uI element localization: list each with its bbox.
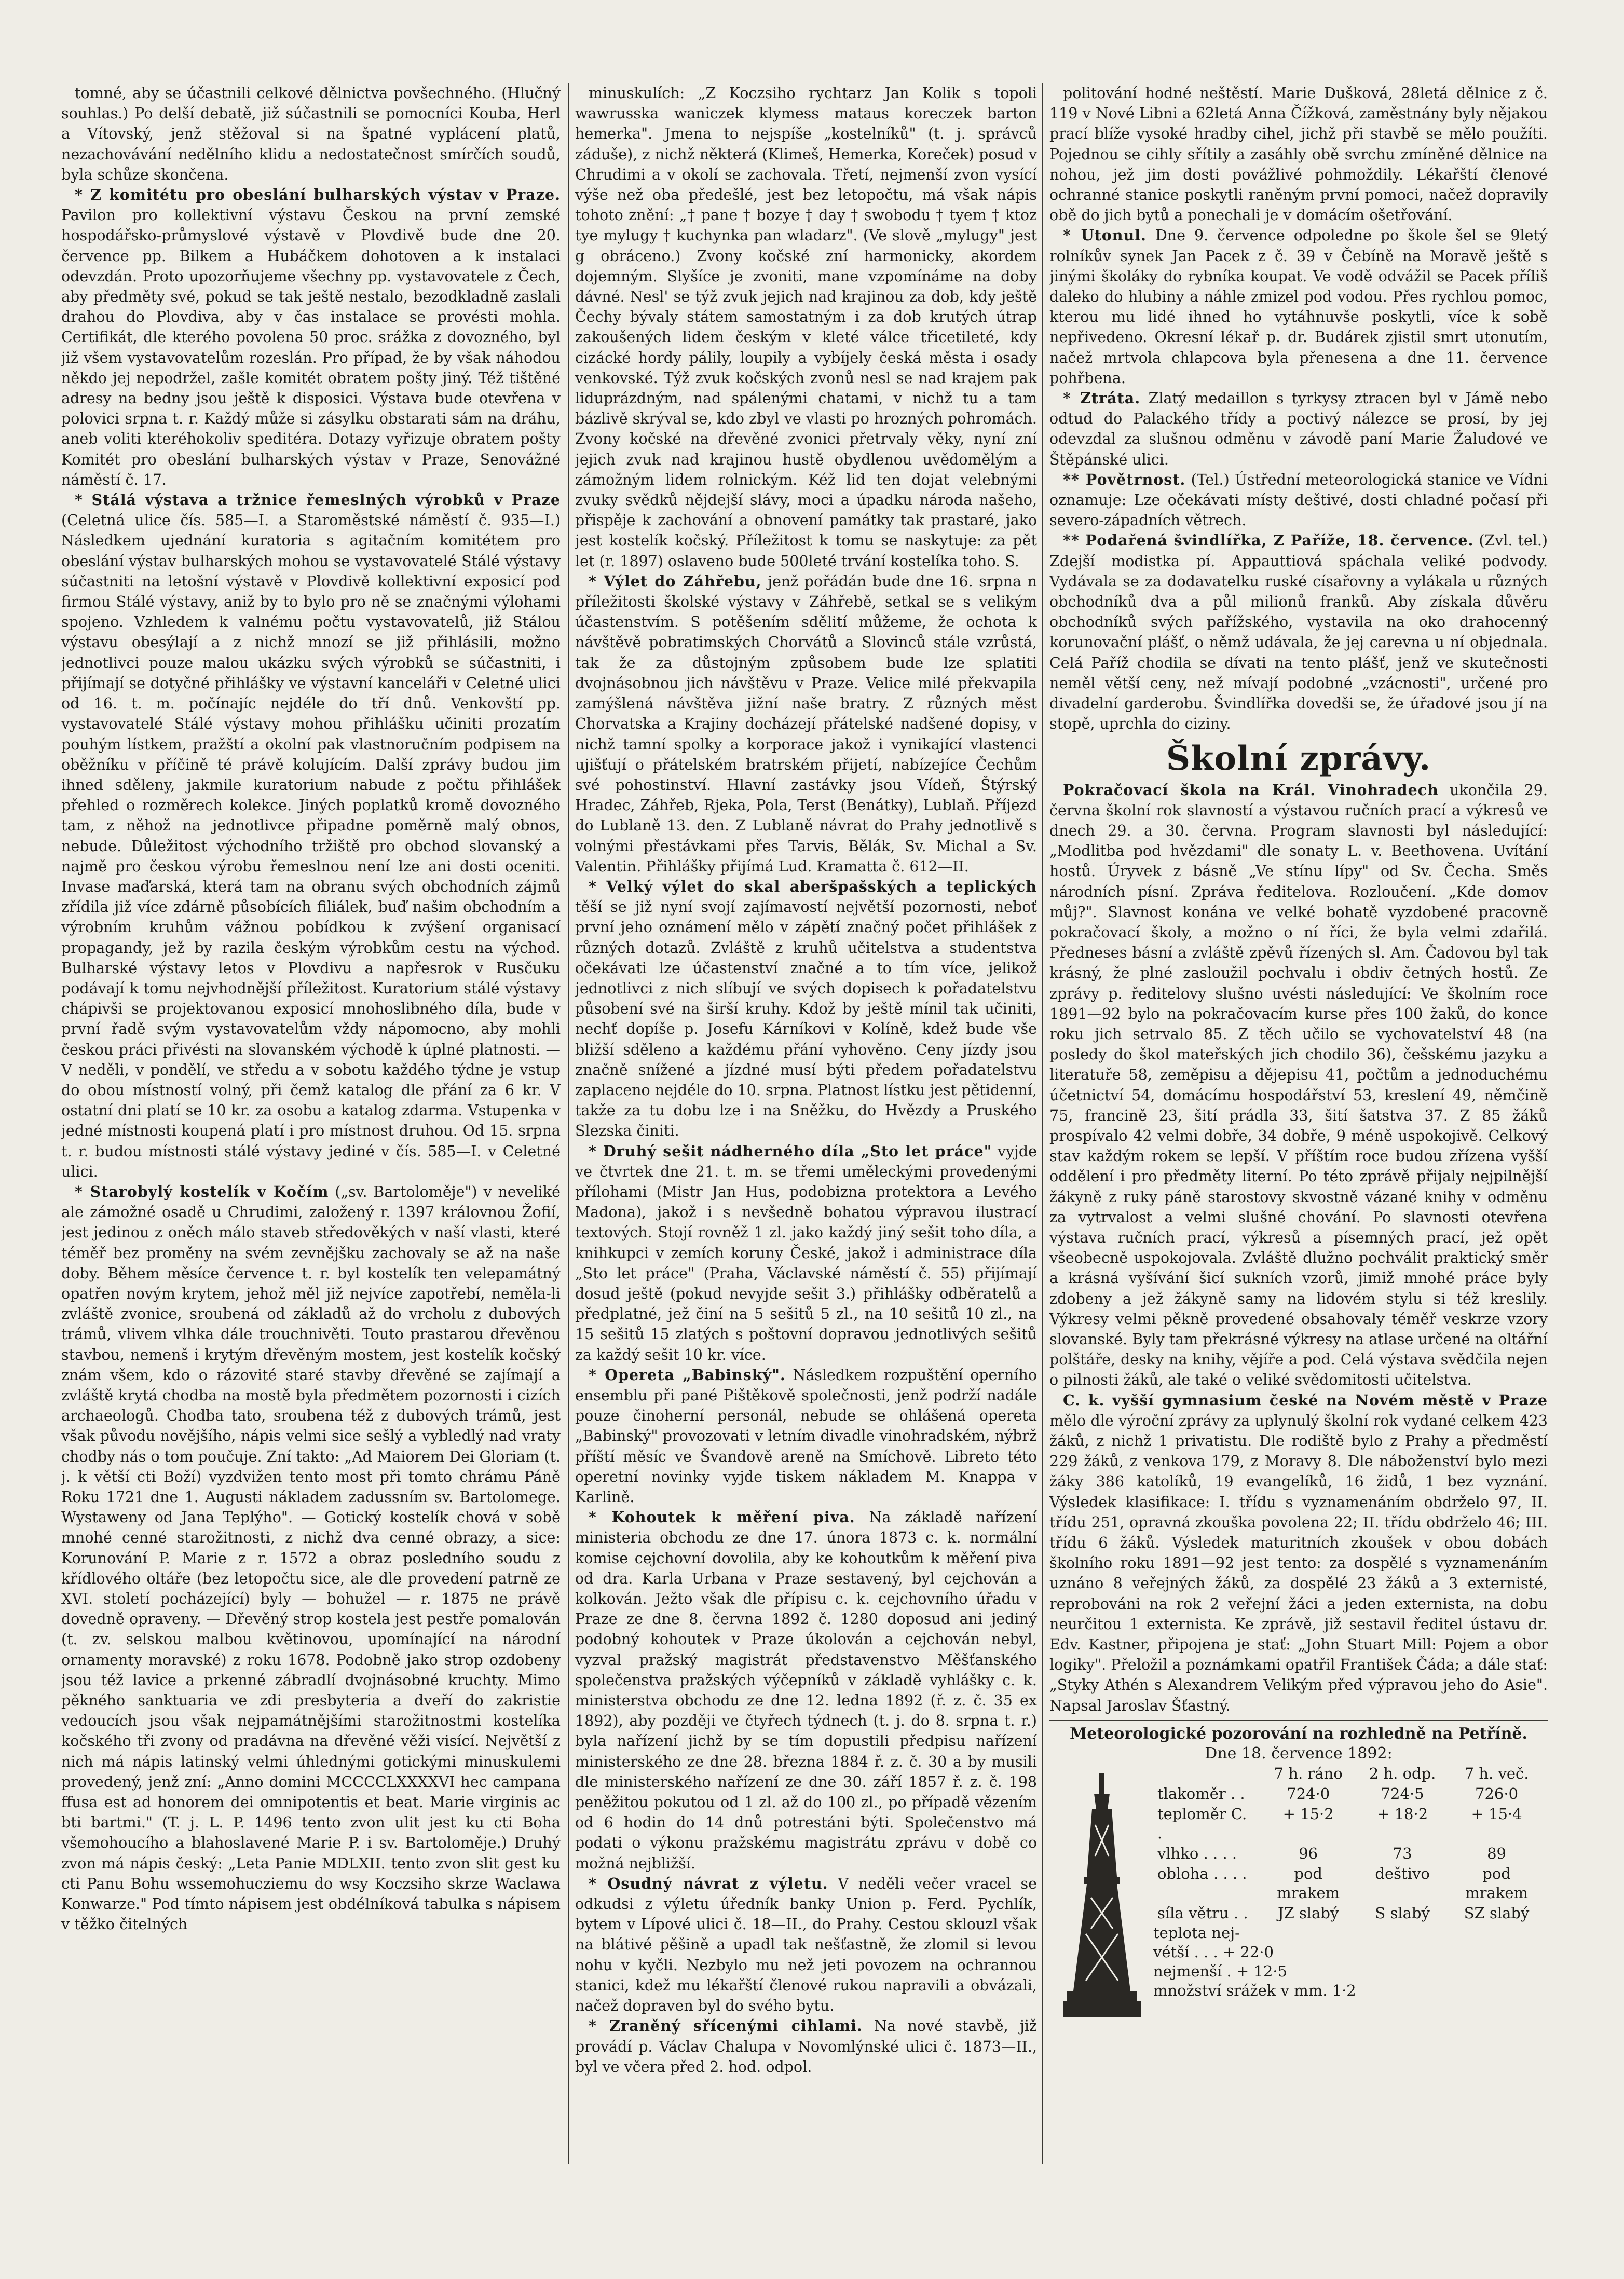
weather-header-cell: 2 h. odp.	[1369, 1764, 1436, 1782]
weather-header-cell: 7 h. ráno	[1274, 1764, 1343, 1782]
column-3	[1049, 83, 1548, 2175]
weather-extra-line: vétší . . . + 22·0	[1153, 1943, 1274, 1961]
article-headline: * Osudný návrat z výletu.	[589, 1874, 828, 1892]
weather-row	[1153, 1903, 1548, 1923]
article-paragraph	[575, 2016, 1037, 2077]
article-headline: * Výlet do Záhřebu,	[589, 572, 762, 590]
article-text: těší se již nyní svojí zajímavostí největší pozornosti, neboť první jeho oznámení mělo v zápětí značný počet přihlášek z různých dotazů. Zvláště z kruhů učitelstva a studentstva očekávati lze účastenství značné a to tím více, jelikož jednotlivci z nich slíbují ve svých dopisech k pořadatelstvu působení své na širší kruhy. Kdož by ještě mínil tak učiniti, nechť dopíše p. Josefu Kárníkovi v Kolíně, kdež bude vše bližší sděleno a každému přání vyhověno. Ceny jízdy jsou značně snížené a jízdné musí býti předem pořadatelstvu zaplaceno nejdéle do 10. srpna. Platnost lístku jest pětidenní, takže za tu dobu lze i na Sněžku, do Hvězdy a Pruského Slezska činiti.	[575, 898, 1037, 1140]
weather-cell: síla větru . .	[1157, 1904, 1248, 1922]
weather-cell: 724·0	[1287, 1784, 1330, 1803]
article-text: Následkem rozpuštění operního ensemblu při pané Pištěkově společnosti, jenž podrží nadále pouze činoherní personál, nebude se ohlášená opereta „Babinský" provozovati v letním divadle vinohradském, nýbrž příští měsíc ve Švandově areně na Smíchově. Libreto této operetní novinky vyjde tiskem nákladem M. Knappa v Karlině.	[575, 1366, 1037, 1506]
weather-cell: + 15·4	[1471, 1805, 1522, 1823]
article-headline: Pokračovací škola na Král. Vinohradech	[1063, 781, 1439, 799]
weather-cell: 73	[1393, 1844, 1412, 1862]
article-paragraph	[1049, 470, 1548, 531]
weather-row	[1153, 1804, 1548, 1844]
article-headline: * Opereta „Babinský".	[589, 1366, 786, 1384]
column-2	[575, 83, 1037, 2175]
article-text: V neděli večer vracel se odkudsi z výletu úředník banky Union p. Ferd. Pychlík, bytem v Lípové ulici č. 18—II., do Prahy. Cestou sklouzl však na blátivé pěšině a upadl tak nešťastně, že zlomil si levou nohu v kyčli. Nezbylo mu než jeti povozem na ochrannou stanici, kdež mu lékařští členové rukou napravili a obvázali, načež dopraven byl do svého bytu.	[575, 1875, 1037, 2015]
section-title: Školní zprávy.	[1166, 739, 1431, 778]
weather-row	[1153, 1864, 1548, 1903]
article-paragraph	[575, 571, 1037, 877]
article-paragraph	[575, 1874, 1037, 2016]
weather-cell: tlakoměr . .	[1157, 1784, 1245, 1803]
article-headline: * Kohoutek k měření piva.	[589, 1508, 855, 1526]
weather-cell: vlhko . . . .	[1157, 1844, 1237, 1862]
weather-table	[1153, 1764, 1548, 1923]
article-paragraph	[1049, 1390, 1548, 1716]
petrin-tower-icon	[1063, 1773, 1141, 2017]
article-headline: * Stálá výstava a tržnice řemeslných výrobků v Praze	[75, 491, 561, 509]
weather-cell: pod mrakem	[1465, 1864, 1528, 1902]
article-paragraph	[1049, 530, 1548, 734]
weather-cell: pod mrakem	[1277, 1864, 1340, 1902]
article-text: (Tel.) Ústřední meteorologická stanice ve Vídni oznamuje: Lze očekávati místy deštivé, dosti chladné počasí při severo-západních větrech.	[1049, 471, 1548, 529]
article-text: Zlatý medaillon s tyrkysy ztracen byl v Jámě nebo odtud do Palackého třídy a poctivý nálezce se prosí, by jej odevzdal za slušnou odměnu v závodě paní Marie Žaludové ve Štěpánské ulici.	[1049, 390, 1548, 468]
article-headline: * Ztráta.	[1063, 389, 1141, 407]
weather-cell: 724·5	[1381, 1784, 1424, 1803]
weather-cell: teploměr C. .	[1157, 1805, 1247, 1842]
article-paragraph	[61, 1182, 561, 1935]
article-text: Na nové stavbě, již provádí p. Václav Chalupa v Novomlýnské ulici č. 1873—II., byl ve včera před 2. hod. odpol.	[575, 2017, 1037, 2076]
article-headline: * Druhý sešit nádherného díla „Sto let práce"	[589, 1142, 992, 1160]
article-headline: C. k. vyšší gymnasium české na Novém městě v Praze	[1063, 1391, 1548, 1409]
article-paragraph	[575, 1507, 1037, 1874]
article-headline: ** Podařená švindlířka, Z Paříže, 18. července.	[1063, 531, 1474, 550]
article-paragraph	[1049, 388, 1548, 470]
article-text: tomné, aby se účastnili celkové dělnictva povšechného. (Hlučný souhlas.) Po delší debatě, již súčastnili se pomocníci Kouba, Herl a Vítovský, jenž stěžoval si na špatné vyplácení platů, nezachovávání nedělního klidu a nedostatečnost smírčích soudů, byla schůze skončena.	[61, 85, 561, 183]
article-paragraph	[1049, 225, 1548, 388]
article-text: („sv. Bartoloměje") v neveliké ale zámožné osadě u Chrudimi, založený r. 1397 královnou Žofií, jest jedinou z oněch málo staveb středověkých v naší vlasti, které téměř bez proměny na svém zevnějšku zachovaly se až na naše doby. Během měsíce července t. r. byl kostelík ten velepamátný opatřen novým krytem, jehož měl již nejvíce zapotřebí, neměla-li zvláště zvonice, sroubená od základů až do vrcholu z dubových trámů, vlivem vlhka dále trouchnivěti. Touto prastarou dřevěnou stavbou, nemenš i krytým dřevěným mostem, jest kostelík kočský znám všem, kdo o rázovité staré stavby dřevěné se zajímají a zvláště krytá chodba na mostě byla předmětem pozornosti i cizích archaeologů. Chodba tato, sroubena též z dubových trámů, jest však původu novějšího, nápis velmi sice sešlý a vybledlý nad vraty chodby nás o tom poučuje. Zní takto: „Ad Maiorem Dei Gloriam (t. j. k větší cti Boží) vyzdvižen tento most při tomto chrámu Páně Roku 1721 dne 1. Augusti nákladem zadussním sv. Bartolomege. Wystaweny od Jana Teplýho". — Gotický kostelík chová v sobě mnohé cenné starožitnosti, z nichž dva cenné obrazy, a sice: Korunování P. Marie z r. 1572 a obraz posledního soudu z křídlového oltáře (bez letopočtu sice, ale dle provedení patrně ze XVI. století pocházející) byly — bohužel — r. 1875 ne právě dovedně opraveny. — Dřevěný strop kostela jest pestře pomalován (t. zv. selskou malbou květinovou, upomínající na národní ornamenty moravské) z roku 1678. Podobně jako strop ozdobeny jsou též lavice a prkenné zábradlí dvojnásobné kruchty. Mimo pěkného sanktuaria ve zdi presbyteria a dveří do zakristie vedoucích jsou však nejpamátnějšími starožitnostmi kostelíka kočského tři zvony od pradávna na dřevěné věži visící. Největší z nich má nápis latinský velmi úhlednými gotickými minuskulemi provedený, jenž zní: „Anno domini MCCCCLXXXXVI hec campana ffusa est ad honorem dei omnipotentis et beat. Marie virginis ac bti bartmi." (T. j. L. P. 1496 tento zvon ulit jest ku cti Boha všemohoucího a blahoslavené Marie P. i sv. Bartoloměje.) Druhý zvon má nápis český: „Leta Panie MDLXII. tento zvon slit gest ku cti Panu Bohu wssemohucziemu do wsy Koczsiho skrze Waclawa Konwarze." Pod tímto nápisem jest obdélníková tabulka s nápisem v těžko čitelných	[61, 1183, 561, 1933]
weather-cell: 726·0	[1475, 1784, 1519, 1803]
news-items	[1049, 83, 1548, 734]
article-headline: * Z komitétu pro obeslání bulharských výstav v Praze.	[75, 186, 561, 204]
article-text: Na základě nařízení ministeria obchodu ze dne 17. února 1873 c. k. normální komise cejchovní dovolila, aby ke kohoutkům k měření piva od dra. Karla Urbana v Praze sestavený, byl cejchován a kolkován. Ježto však dle přípisu c. k. cejchovního úřadu v Praze ze dne 8. června 1892 č. 1280 doposud ani jediný podobný kohoutek v Praze úkolován a cejchován nebyl, vyzval pražský magistrát představenstvo Měšťanského společenstva pražských výčepníků v základě vyhlášky c. k. ministerstva obchodu ze dne 12. ledna 1892 (ř. z. č. 35 ex 1892), aby později ve čtyřech týdnech (t. j. do 8. srpna t. r.) byla nařízení jichž by se tím dopustili předpisu nařízení ministerského ze dne 28. března 1884 ř. z. č. 30 a by musili dle ministerského nařízení ze dne 30. září 1857 ř. z. č. 198 peněžitou pokutou od 1 zl. až do 100 zl., po případě vězením od 6 hodin do 14 dnů potrestáni býti. Společenstvo má podati o výkonu pražskému magistrátu zprávu v době co možná nejbližší.	[575, 1509, 1037, 1872]
article-text: mělo dle výroční zprávy za uplynulý školní rok vydané celkem 423 žáků, z nichž 1 privatistu. Dle rodiště bylo z Prahy a předměstí 229 žáků, z venkova 179, z Moravy 8. Dle náboženství bylo mezi žáky 386 katolíků, 19 evangelíků, 16 židů, 1 bez vyznání. Výsledek klasifikace: I. třídu s vyznamenáním obdrželo 97, II. třídu 251, opravná zkouška povolena 22; II. třídu obdrželo 46; III. třídu 6 žáků. Výsledek maturitních zkoušek v obou dobách školního roku 1891—92 jest tento: za dospělé s vyznamenáním uznáno 8 veřejných žáků, za dospělé 23 žáků a 3 externisté, reprobováni na rok 2 veřejní žáci a jeden externista, na dobu neurčitou 1 externista. Ke zprávě, již sestavil ředitel ústavu dr. Edv. Kastner, připojena je stať: „John Stuart Mill: Pojem a obor logiky". Přeložil a poznámkami opatřil František Čáda; a dále stať: „Styky Athén s Alexandrem Velikým před výpravou jeho do Asie". Napsal Jaroslav Šťastný.	[1049, 1412, 1548, 1714]
article-paragraph	[61, 83, 561, 185]
article-paragraph	[575, 83, 1037, 571]
weather-cell: deštivo	[1375, 1864, 1430, 1882]
article-paragraph	[575, 1141, 1037, 1365]
column-rule	[1042, 83, 1043, 2164]
weather-title: Meteorologické pozorování na rozhledně na Petříně.	[1070, 1724, 1527, 1743]
weather-box	[1049, 1720, 1548, 2000]
article-text: vyjde ve čtvrtek dne 21. t. m. se třemi uměleckými provedenými přílohami (Mistr Jan Hus, podobizna protektora a Levého Madona), jakož i s nevšedně bohatou výpravou ilustrací textových. Stojí rovněž 1 zl. jako každý jiný sešit toho díla, a knihkupci v zemích koruny České, jakož i administrace díla „Sto let práce" (Praha, Václavské náměstí č. 55) přijímají dosud ještě (pokud nevyjde sešit 3.) přihlášky odběratelů a předplatné, jež činí na 5 sešitů 5 zl., na 10 sešitů 10 zl., na 15 sešitů 15 zlatých s poštovní dopravou jednotlivých sešitů za každý sešit 10 kr. více.	[575, 1142, 1037, 1363]
weather-cell: obloha . . . .	[1157, 1864, 1247, 1882]
article-paragraph	[1049, 83, 1548, 225]
article-paragraph	[575, 1365, 1037, 1507]
article-paragraph	[575, 877, 1037, 1141]
weather-cell: SZ slabý	[1464, 1904, 1530, 1922]
weather-header-row	[1153, 1764, 1548, 1784]
article-headline: * Zraněný sřícenými cihlami.	[589, 2017, 863, 2035]
article-paragraph	[61, 185, 561, 490]
article-text: (Zvl. tel.) Zdejší modistka pí. Appauttiová spáchala veliké podvody. Vydávala se za dodavatelku ruské císařovny a vylákala u různých obchodníků dva a půl milionů franků. Aby získala důvěru obchodníků svých pařížského, vystavila na oko drahocenný korunovační plášť, o němž udávala, že jej carevna u ní objednala. Celá Paříž chodila se dívati na tento plášť, jenž ve skutečnosti neměl větší ceny, než mívají podobné „vzácnosti", určené pro divadelní garderobu. Švindlířka dovedši se, že úřadové jsou jí na stopě, uprchla do ciziny.	[1049, 532, 1548, 733]
weather-extra-line: množství srážek v mm. 1·2	[1153, 1981, 1356, 1999]
article-text: minuskulích: „Z Koczsiho rychtarz Jan Kolik s topoli wawrusska waniczek klymess mataus koreczek barton hemerka". Jmena to nejspíše „kostelníků" (t. j. správců záduše), z nichž některá (Klimeš, Hemerka, Koreček) posud v Chrudimi a v okolí se zachovala. Třetí, nejmenší zvon vysící výše než oba předešlé, jest bez letopočtu, má však nápis tohoto znění: „† pane † bozye † day † swobodu † tyem † ktoz tye mylugy † kuchynka pan wladarz". (Ve slově „mylugy" jest g obráceno.) Zvony kočské zní harmonicky, akordem dojemným. Slyšíce je zvoniti, mane vzpomínáme na doby dávné. Nesl' se týž zvuk jejich nad krajinou za dob, kdy ještě Čechy bývaly státem samostatným i za dob krutých útrap zakoušených lidem českým v kleté válce třicetileté, kdy cizácké hordy pálily, loupily a vybíjely česká města i osady venkovské. Týž zvuk kočských zvonů nesl se nad krajem pak liduprázdným, nad spálenými chatami, v nichž tu a tam bázlivě skrýval se, kdo zbyl ve vlasti po hrozných pohromách. Zvony kočské na dřevěné zvonici přetrvaly věky, nyní zní jejich zvuk nad krajinou hustě obydlenou uvědomělým a zámožným lidem rolnickým. Kéž lid ten dojat velebnými zvuky svědků nějdejší slávy, moci a úpadku národa našeho, přispěje k zachování a obnovení památky tak prastaré, jako jest kostelík kočský. Příležitost k tomu se naskytuje: za pět let (r. 1897) oslaveno bude 500leté trvání kostelíka toho. S.	[575, 85, 1037, 570]
article-headline: * Starobylý kostelík v Kočím	[75, 1182, 329, 1200]
article-headline: ** Povětrnost.	[1063, 470, 1186, 488]
weather-cell: + 15·2	[1282, 1805, 1334, 1823]
article-headline: * Utonul.	[1063, 226, 1147, 244]
column-1	[61, 83, 561, 2175]
article-text: (Celetná ulice čís. 585—I. a Staroměstské náměstí č. 935—I.) Následkem ujednání kuratoria s agitačním komitétem pro obeslání výstav bulharských mohou se vystavovatelé Stálé výstavy súčastniti na letošní výstavě v Plovdivě kollektivní exposicí pod firmou Stálé výstavy, aniž by to bylo pro ně se značnými výlohami spojeno. Vzhledem k valnému počtu vystavovatelů, již Stálou výstavu obesýlají a z nichž mnozí se již přihlásili, možno jednotlivci pouze malou ukázku svých výrobků se súčastniti, i přijímají se dotyčné přihlášky ve výstavní kanceláři v Celetné ulici od 16. t. m. počínajíc nejdéle do tří dnů. Venkovští pp. vystavovatelé Stálé výstavy mohou přihlášku učiniti prozatím pouhým lístkem, pražští a okolní pak vlastnoručním podpisem na oběžníku v příčině té právě kolujícím. Další zprávy budou jim ihned sděleny, jakmile kuratorium nabude z počtu přihlášek přehled o rozměrech kolekce. Jiných poplatků kromě dovozného tam, z něhož na jednotlivce připadne poměrně malý obnos, nebude. Důležitost východního tržiště pro obchod slovanský a najmě pro českou výrobu řemeslnou není lze ani dosti oceniti. Invase maďarská, která tam na obranu svých obchodních zájmů zřídila již více zdárně působících filiálek, buď našim obchodním a výrobním kruhům vážnou pobídkou k zvýšení organisací propagandy, jež by razila českým výrobkům cestu na východ. Bulharské výstavy letos v Plovdivu a napřesrok v Rusčuku podávají k tomu nejvhodnější příležitost. Kuratorium stálé výstavy chápivši se projektovanou exposicí mnohoslibného díla, bude v první řadě svým vystavovatelům vždy nápomocno, aby mohli českou práci přivésti na slovanském východě k úplné platnosti. — V neděli, v pondělí, ve středu a v sobotu každého týdne je vstup do obou místností volný, při čemž katalog dle přání za 6 kr. V ostatní dni platí se 10 kr. za osobu a katalog zdarma. Vstupenka v jedné místnosti koupená platí i pro místnost druhou. Od 15. srpna t. r. budou místnosti stálé výstavy jediné v čís. 585—I. v Celetné ulici.	[61, 512, 561, 1180]
weather-cell: 96	[1299, 1844, 1318, 1862]
article-paragraph	[61, 490, 561, 1182]
article-text: Pavilon pro kollektivní výstavu Českou na první zemské hospodářsko-průmyslové výstavě v Plovdivě bude dne 20. července pp. Bilkem a Hubáčkem dohotoven a k instalaci odevzdán. Proto upozorňujeme všechny pp. vystavovatele z Čech, aby předměty své, pokud se tak ještě nestalo, bezodkladně zaslali drahou do Plovdiva, aby v čas instalace se provésti mohla. Certifikát, dle kterého povolena 50 proc. srážka z dovozného, byl již všem vystavovatelům rozeslán. Pro případ, že by však náhodou někdo jej nepodržel, zašle komitét obratem pošty jiný. Též tištěné adresy na bedny jsou ještě k disposici. Výstava bude otevřena v polovici srpna t. r. Každý může si zásylku obstarati sám na dráhu, aneb voliti kteréhokoliv speditéra. Dotazy vyřizuje obratem pošty Komitét pro obeslání bulharských výstav v Praze, Senovážné náměstí č. 17.	[61, 207, 561, 488]
article-text: Dne 9. července odpoledne po škole šel se 9letý rolníkův synek Jan Pacek z č. 39 v Čebíně na Moravě ještě s jinými školáky do rybníka koupat. Ve vodě odvážil se Pacek příliš daleko do hlubiny a náhle zmizel pod vodou. Přes rychlou pomoc, kterou mu lidé ihned ho vytáhnuvše poskytli, více k sobě nepřivedeno. Okresní lékař p. dr. Budárek zjistil smrt utonutím, načež mrtvola chlapcova byla přenesena a dne 11. července pohřbena.	[1049, 227, 1548, 387]
weather-header-cell: 7 h. več.	[1464, 1764, 1529, 1782]
weather-row	[1153, 1784, 1548, 1804]
weather-cell: JZ slabý	[1277, 1904, 1339, 1922]
article-headline: * Velký výlet do skal aberšpašských a teplických	[589, 877, 1037, 895]
weather-cell: 89	[1487, 1844, 1506, 1862]
column-rule	[568, 83, 569, 2164]
article-text: politování hodné neštěstí. Marie Dušková, 28letá dělnice z č. 119 v Nové Libni a 62letá Anna Čížková, zaměstnány byly nějakou prací blíže vysoké hradby cihel, jichž při stavbě se mělo použíti. Pojednou se cihly sřítily a zasáhly obě svrchu zmíněné dělnice na nohou, jež jim dosti povážlivé pohmoždily. Lékařští členové ochranné stanice poskytli raněným první pomoci, načež dopravily obě do jich bytů a ponechali je v domácím ošetřování.	[1049, 85, 1548, 224]
weather-extra-line: teplota nej-	[1153, 1923, 1240, 1942]
weather-extra-line: nejmenší . + 12·5	[1153, 1962, 1288, 1980]
weather-date: Dne 18. července 1892:	[1205, 1744, 1393, 1763]
article-text: ukončila 29. června školní rok slavností a výstavou ručních prací a výkresů ve dnech 29. a 30. června. Program slavnosti byl následující: „Modlitba pod hvězdami" dle sonaty L. v. Beethovena. Uvítání hostů. Úryvek z básně „Ve stínu lípy" od Sv. Čecha. Směs národních písní. Zpráva ředitelova. Rozloučení. „Kde domov můj?". Slavnost konána ve velké bohatě vyzdobené pracovně pokračovací školy, a možno o ní říci, že byla velmi zdařilá. Předneses básní a zvláště zpěvů řízených sl. Am. Čadovou byl tak krásný, že plné zasloužil pochvalu i obdiv četných hostů. Ze zprávy p. ředitelovy slušno uvésti následující: Ve školním roce 1891—92 bylo na pokračovacím kurse přes 100 žaků, do konce roku jich setrvalo 85. Z těch učilo se vychovatelství 48 (na posledy do škol mateřských jich chodilo 36), češskému jazyku a literatuře 58, zeměpisu a dějepisu 41, počtům a jednoduchému účetnictví 54, domácímu hospodářství 53, kreslení 49, němčině 75, francině 23, šití prádla 33, šití šatstva 37. Z 85 žáků prospívalo 42 velmi dobře, 34 dobře, 9 méně uspokojivě. Celkový stav každým rokem se lepší. V příštím roce budou zřízena vyšší oddělení i pro předměty literní. Po této zprávě přijaly nejpilnější žákyně z ruky páně starostovy skvostně vázané knihy v odměnu za vytrvalost a velmi slušné chování. Po slavnosti otevřena výstava ručních prací, výkresů a písemných prací, jež opět všeobecně uspokojovala. Zvláště dlužno pochválit praktický směr a krásná vyšívání šicí sukních vzorů, jimiž mnohé práce byly zdobeny a jež žákyně samy na lidovém stylu si též kreslily. Výkresy velmi pěkně provedené obsahovaly téměř veskrze vzory slovanské. Byly tam překrásné výkresy na atlase určené na oltářní polštáře, desky na knihy, vějíře a pod. Celá výstava svědčila nejen o pilnosti žáků, ale také o veliké svědomitosti učitelstva.	[1049, 781, 1548, 1389]
article-paragraph	[1049, 780, 1548, 1390]
weather-extra	[1153, 1923, 1548, 2000]
article-text: jenž pořádán bude dne 16. srpna n příležitosti školské výstavy v Záhřebě, setkal se s velikým účastenstvím. S potěšením sdělití můžeme, že ochota k návštěvě pobratimských Chorvátů a Slovinců stále vzrůstá, tak že za důstojným způsobem bude lze splatiti dvojnásobnou jich návštěvu v Praze. Velice milé překvapila zamýšlená návštěva jižní naše bratry. Z různých měst Chorvatska a Krajiny docházejí přátelské nadšené dopisy, v nichž tamní spolky a korporace jakož i vynikající vlastenci ujišťují o přátelském bratrském přijetí, nabízejíce Čechům své pohostinství. Hlavní zastávky jsou Vídeň, Štýrský Hradec, Záhřeb, Rjeka, Pola, Terst (Benátky), Lublaň. Příjezd do Lublaně 13. den. Z Lublaně návrat do Prahy jednotlivě s volnými přestávkami přes Tarvis, Bělák, Sv. Michal a Sv. Valentin. Přihlášky přijímá Lud. Kramatta č. 612—II.	[575, 572, 1037, 875]
weather-cell: + 18·2	[1377, 1805, 1428, 1823]
weather-header-cell	[1153, 1764, 1257, 1784]
school-news	[1049, 780, 1548, 1716]
weather-row	[1153, 1844, 1548, 1864]
weather-cell: S slabý	[1375, 1904, 1430, 1922]
